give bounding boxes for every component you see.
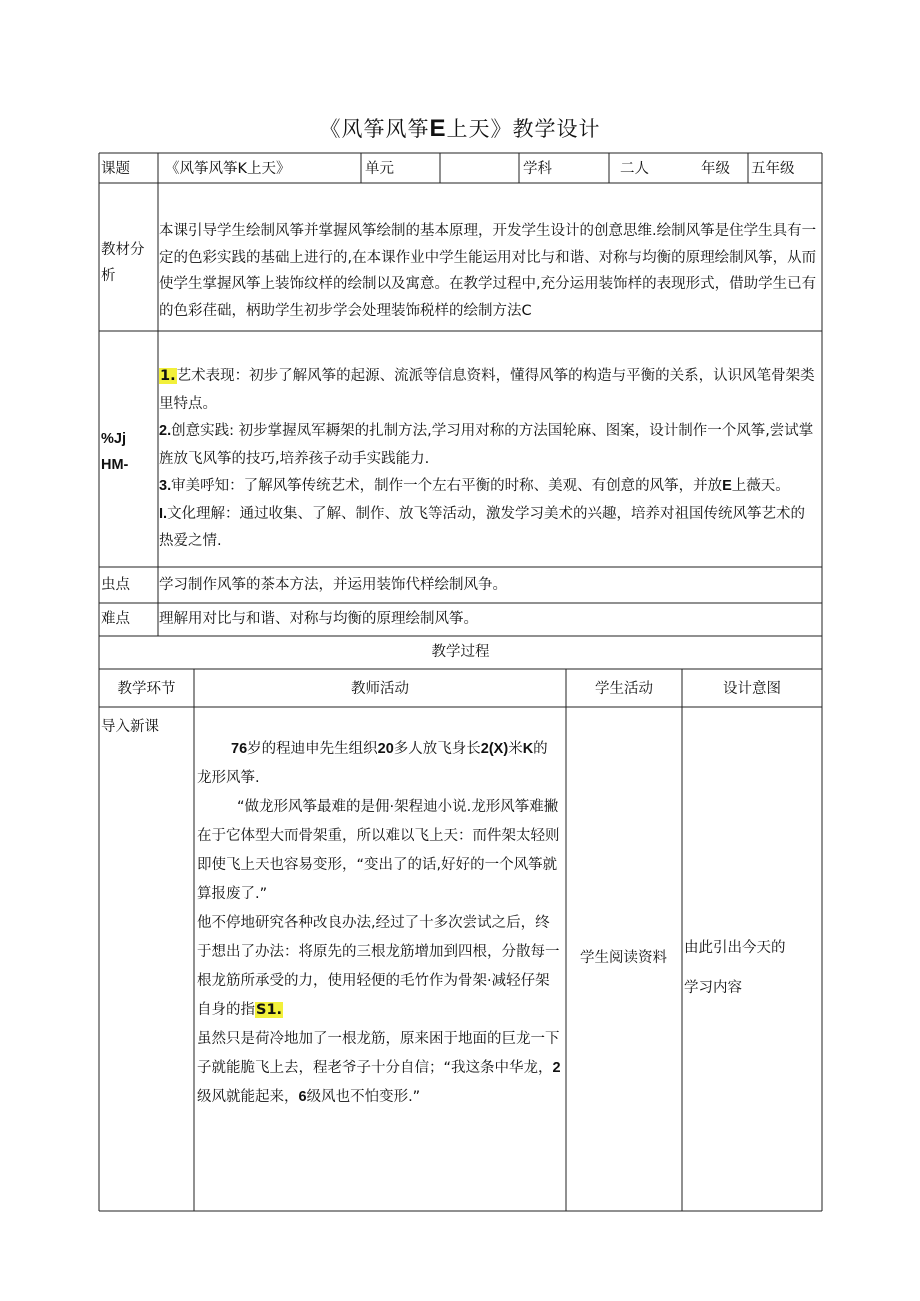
label-topic: 课题 [101, 161, 130, 177]
design-intent: 由此引出今天的学习内容 [684, 940, 786, 996]
teacher-paragraph-2: “做龙形风筝最难的是佣·架程迪小说.龙形风筝难撇在于它体型大而骨架重，所以难以飞上天：而件架太轻则即使飞上天也容易变形，“变出了的话,好好的一个风筝就算报废了.” [197, 799, 560, 902]
student-activity: 学生阅读资料 [580, 950, 667, 966]
teacher-paragraph-3: 他不停地研究各种改良办法,经过了十多次尝试之后，终于想出了办法：将原先的三根龙筋增加到四根，分散每一根龙筋所承受的力，使用轻便的毛竹作为骨架·减轻仔架自身的指S1. [197, 915, 560, 1018]
goal-4: I.文化理解：通过收集、了解、制作、放飞等活动，激发学习美术的兴趣，培养对祖国传统风筝艺术的热爱之情. [159, 505, 806, 549]
key-point-text: 学习制作风筝的茶本方法，并运用装饰代样绘制风争。 [159, 577, 507, 593]
subject-value: 二人 [620, 161, 649, 177]
label-subject: 学科 [523, 161, 552, 177]
label-unit: 单元 [365, 161, 394, 177]
process-title: 教学过程 [431, 644, 490, 660]
stage-name: 导入新课 [101, 719, 159, 735]
label-grade: 年级 [701, 161, 730, 177]
header-intent: 设计意图 [723, 681, 781, 697]
document-title: 《风筝风筝E上天》教学设计 [319, 115, 601, 142]
label-key-point: 虫点 [101, 577, 130, 593]
goals-text [159, 363, 819, 556]
label-goals: %Jj HM- [101, 431, 129, 473]
goal-3: 3.审美呼知：了解风筝传统艺术，制作一个左右平衡的时称、美观、有创意的风筝，并放E上薇天。 [159, 478, 790, 494]
teacher-paragraph-1: 76岁的程迪申先生组织20多人放飞身长2(X)米K的龙形风筝. [197, 741, 548, 786]
teacher-paragraph-4: 虽然只是荷冷地加了一根龙筋，原来困于地面的巨龙一下子就能脆飞上去，程老爷子十分自信；“我这条中华龙，2级风就能起来，6级风也不怕变形.” [197, 1031, 561, 1105]
teacher-activity [197, 735, 562, 1112]
analysis-text: 本课引导学生绘制风筝并掌握风筝绘制的基本原理，开发学生设计的创意思维.绘制风筝是住学生具有一定的色彩实践的基础上进行的,在本课作业中学生能运用对比与和谐、对称与均衡的原理绘制风筝，从而使学生掌握风筝上装饰纹样的绘制以及寓意。在教学过程中,充分运用装饰样的表现形式，借助学生已有的色彩荏础，柄助学生初步学会处理装饰税样的绘制方法C [159, 223, 817, 319]
header-teacher: 教师活动 [351, 681, 409, 697]
goal-2: 2.创意实践: 初步掌握凤军耨架的扎制方法,学习用对称的方法国轮麻、图案，设计制作一个风筝,尝试掌旌放飞风筝的技巧,培养孩子动手实践能力. [159, 423, 814, 467]
grade-value: 五年级 [751, 161, 795, 177]
header-stage: 教学环节 [117, 681, 176, 697]
difficulty-text: 理解用对比与和谐、对称与均衡的原理绘制风筝。 [159, 611, 478, 627]
label-difficulty: 难点 [101, 611, 130, 627]
goal-1: 1.艺术表现：初步了解风筝的起源、流派等信息资料，懂得风筝的构造与平衡的关系，认识风笔骨架类里特点。 [159, 368, 815, 412]
header-student: 学生活动 [595, 681, 653, 697]
topic-value: 《风筝风筝K上天》 [165, 161, 291, 177]
label-analysis: 教材分 析 [101, 242, 145, 284]
